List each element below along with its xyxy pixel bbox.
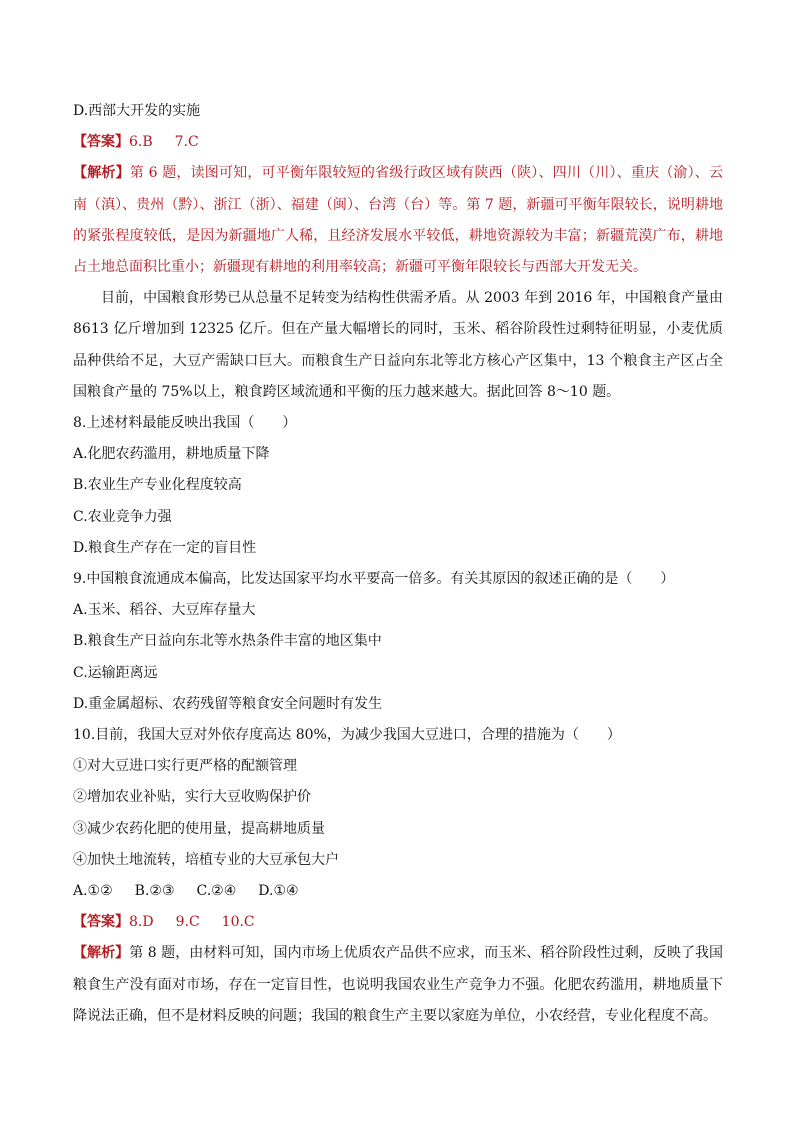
q10-item-4: ④加快土地流转，培植专业的大豆承包大户 <box>73 851 339 868</box>
material-paragraph: 目前，中国粮食形势已从总量不足转变为结构性供需矛盾。从 2003 年到 2016 年，中国粮食产量由 8613 亿斤增加到 12325 亿斤。但在产量大幅增长的同时，玉米、稻谷阶段性过剩特征明显，小麦优质品种供给不足，大豆产需缺口巨大。而粮食生产日益向东北等北方核心产区集中，13 个粮食主产区占全国粮食产量的 75%以上，粮食跨区域流通和平衡的压力越来越大。据此回答 8～10 题。 <box>73 290 723 400</box>
q9-option-b: B.粮食生产日益向东北等水热条件丰富的地区集中 <box>73 633 382 650</box>
q10-item-2: ②增加农业补贴，实行大豆收购保护价 <box>73 789 311 806</box>
q10-choice-d: D.①④ <box>258 883 299 900</box>
q10-choice-a: A.①② <box>73 883 113 900</box>
explanation-tag: 【解析】 <box>73 945 130 962</box>
q9-stem: 9.中国粮食流通成本偏高，比发达国家平均水平要高一倍多。有关其原因的叙述正确的是（ ） <box>73 571 675 588</box>
explanation-1 <box>73 158 723 283</box>
q10-choices <box>73 876 723 907</box>
q10-choice-c: C.②④ <box>196 883 237 900</box>
explanation-text: 第 6 题，读图可知，可平衡年限较短的省级行政区域有陕西（陕）、四川（川）、重庆（渝）、云南（滇）、贵州（黔）、浙江（浙）、福建（闽）、台湾（台）等。第 7 题，新疆可平衡年限较长，说明耕地的紧张程度较低，是因为新疆地广人稀，且经济发展水平较低，耕地资源较为丰富；新疆荒漠广布，耕地占土地总面积比重小；新疆现有耕地的利用率较高；新疆可平衡年限较长与西部大开发无关。 <box>73 165 724 276</box>
answer-tag: 【答案】 <box>73 134 129 151</box>
q10-stem: 10.目前，我国大豆对外依存度高达 80%，为减少我国大豆进口，合理的措施为（ ） <box>73 727 621 744</box>
q8-option-b: B.农业生产专业化程度较高 <box>73 477 242 494</box>
q9-option-c: C.运输距离远 <box>73 664 158 681</box>
q7-option-d: D.西部大开发的实施 <box>73 103 201 119</box>
answer-7: 7.C <box>174 134 199 151</box>
answer-line-1 <box>73 127 723 158</box>
q9-option-d: D.重金属超标、农药残留等粮食安全问题时有发生 <box>73 695 383 712</box>
q8-option-a: A.化肥农药滥用，耕地质量下降 <box>73 446 270 463</box>
q10-item-1: ①对大豆进口实行更严格的配额管理 <box>73 758 297 775</box>
answer-tag: 【答案】 <box>73 914 129 931</box>
explanation-2 <box>73 938 723 1032</box>
q8-option-d: D.粮食生产存在一定的盲目性 <box>73 539 257 556</box>
answer-9: 9.C <box>175 914 200 931</box>
answer-10: 10.C <box>221 914 255 931</box>
answer-6: 6.B <box>129 134 153 151</box>
q10-choice-b: B.②③ <box>134 883 175 900</box>
q8-option-c: C.农业竞争力强 <box>73 508 172 525</box>
explanation-tag: 【解析】 <box>73 165 130 182</box>
q10-item-3: ③减少农药化肥的使用量，提高耕地质量 <box>73 820 325 837</box>
answer-line-2 <box>73 907 723 938</box>
answer-8: 8.D <box>129 914 154 931</box>
q8-stem: 8.上述材料最能反映出我国（ ） <box>73 415 297 432</box>
explanation-text: 第 8 题，由材料可知，国内市场上优质农产品供不应求，而玉米、稻谷阶段性过剩，反映了我国粮食生产没有面对市场，存在一定盲目性，也说明我国农业生产竞争力不强。化肥农药滥用，耕地质量下降说法正确，但不是材料反映的问题；我国的粮食生产主要以家庭为单位，小农经营，专业化程度不高。 <box>73 945 724 1024</box>
document-page <box>73 96 723 1032</box>
q9-option-a: A.玉米、稻谷、大豆库存量大 <box>73 602 256 619</box>
